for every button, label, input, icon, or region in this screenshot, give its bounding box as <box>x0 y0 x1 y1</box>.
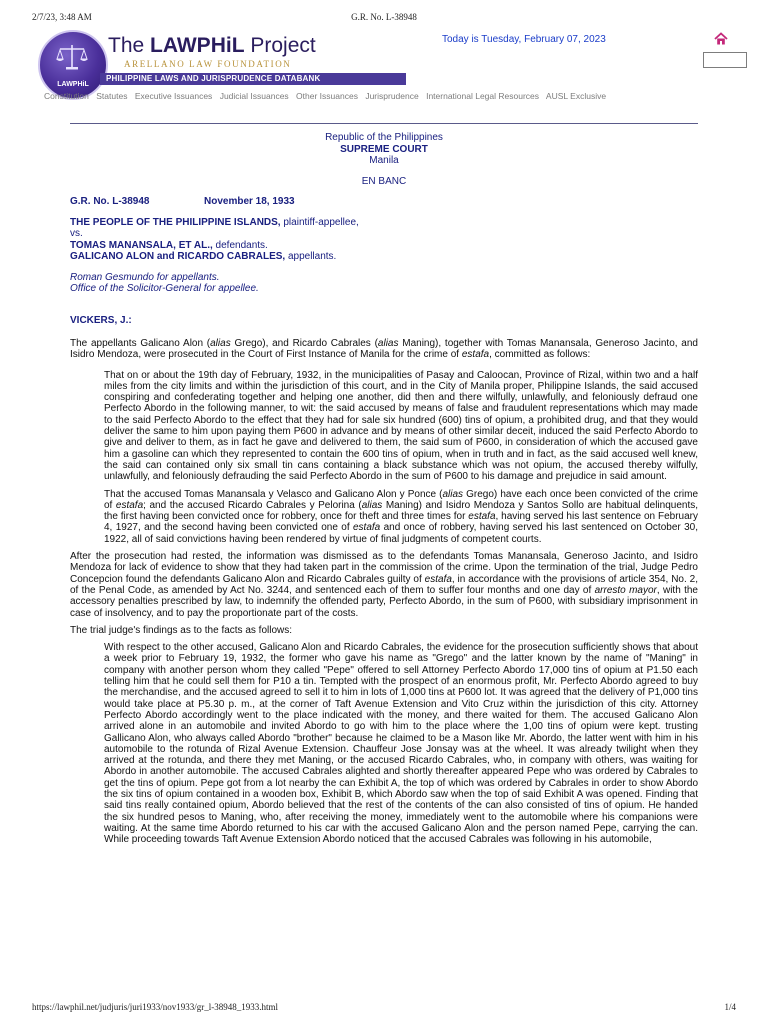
nav-item-international-legal-resources[interactable]: International Legal Resources <box>426 91 540 101</box>
nav-item-constitution[interactable]: Constitution <box>44 91 89 101</box>
print-header <box>32 12 736 26</box>
site-title[interactable] <box>108 34 316 58</box>
court-city: Manila <box>369 155 399 166</box>
print-footer <box>32 1002 736 1016</box>
paragraph-1: The appellants Galicano Alon (alias Grego), and Ricardo Cabrales (alias Maning), together with Tomas Manansala, Generoso Jacinto, and Isidro Mendoza, were prosecuted in the Court of First Instance of Manila for the crime of estafa, committed as follows: <box>70 338 698 361</box>
header-divider <box>70 123 698 124</box>
nav-item-jurisprudence[interactable]: Jurisprudence <box>365 91 419 101</box>
counsel-appellants: Roman Gesmundo for appellants. <box>70 271 220 283</box>
party-appellants: GALICANO ALON and RICARDO CABRALES, appellants. <box>70 251 337 262</box>
information-quote-1: That on or about the 19th day of February, 1932, in the municipalities of Pasay and Caloocan, Province of Rizal, within two and a half miles from the city limits and within the jurisdiction of this court, and in the City of Manila proper, Philippine Islands, the said accused conspiring and confederating together and helping one another, did then and there wilfully, unlawfully, and feloniously defraud one Perfecto Abordo in the following manner, to wit: the said accused by means of false and fraudulent representations which may made to the said Perfecto Abordo to the effect that they had for sale six hundred (600) tins of opium, a prohibited drug, and that they would deliver the same to him upon paying them P600 in advance and by means of other similar deceit, induced the said Perfecto Abordo to give and deliver to them, as in fact he gave and delivered to them, the said sum of P600, in consideration of which the accused gave him a gasoline can which they represented to contain the 600 tins of opium, when in truth and in fact, as the said accused well knew, the said can contained only six small tin cans containing a black substance which was not opium, the accused thereby wilfully, unlawfully, and feloniously defrauding the said Perfecto Abordo in the sum of P600 to his damage and prejudice in said amount. <box>104 369 698 483</box>
decision-body <box>70 132 698 845</box>
search-input[interactable] <box>703 52 747 68</box>
versus: vs. <box>70 228 83 239</box>
print-page-number: 1/4 <box>724 1002 736 1012</box>
paragraph-2: After the prosecution had rested, the information was dismissed as to the defendants Tomas Manansala, Generoso Jacinto, and Isidro Mendoza for lack of evidence to show that they had taken part in the commission of the crime. Upon the termination of the trial, Judge Pedro Concepcion found the defendants Galicano Alon and Ricardo Cabrales guilty of estafa, in accordance with the provisions of article 354, No. 2, of the Penal Code, as amended by Act No. 3244, and sentenced each of them to suffer four months and one day of arresto mayor, with the accessory penalties prescribed by law, to indemnify the offended party, Perfecto Abordo, in the sum of P600, with subsidiary imprisonment in case of insolvency, and to pay the proportionate part of the costs. <box>70 551 698 619</box>
site-title-strong: LAWPHiL <box>150 34 245 57</box>
site-title-prefix: The <box>108 34 151 57</box>
counsel-appellee: Office of the Solicitor-General for appellee. <box>70 283 259 294</box>
home-icon[interactable] <box>714 32 728 46</box>
information-quote-2: That the accused Tomas Manansala y Velasco and Galicano Alon y Ponce (alias Grego) have each once been convicted of the crime of estafa; and the accused Ricardo Cabrales y Pelorina (alias Maning) and Isidro Mendoza y Santos Sollo are habitual delinquents, the first having been convicted once for robbery, once for theft and three times for estafa, having served his last sentence on February 4, 1927, and the second having been convicted one of estafa and once of robbery, having served his last sentenced on October 30, 1922, all of said convictions having been rendered by virtue of final judgments of competent courts. <box>104 488 699 545</box>
lawphil-logo[interactable] <box>38 30 108 100</box>
division: EN BANC <box>361 175 407 187</box>
nav-item-other-issuances[interactable]: Other Issuances <box>296 91 358 101</box>
findings-quote: With respect to the other accused, Galicano Alon and Ricardo Cabrales, the evidence for the prosecution sufficiently shows that about a week prior to February 19, 1932, the former who gave his name as "Grego" and the latter known by the name of "Maning" in company with another person whom they called "Pepe" offered to sell Attorney Perfecto Abordo 17,000 tins of opium at P1.50 each telling him that he could sell them for P10 a tin. Tempted with the prospect of an enormous profit, Mr. Perfecto Abordo agreed to buy the merchandise, and the accused agreed to sell it to him in lots of 1,000 tins at P600 lot. It was agreed that the delivery of P1,000 tins would take place at P5.30 p. m., at the corner of Taft Avenue Extension and Vito Cruz within the jurisdiction of this city. Attorney Perfecto Abordo accordingly went to the place indicated with the money, and there waited for them. The accused Galicano Alon arrived alone in an automobile and invited Abordo to go with him to the place where the 1,00 tins of opium were kept. trusting Gallicano Alon, who always called Abordo "brother" because he claimed to be a Mason like Mr. Abordo, the latter went with him in his automobile to the rotunda of Rizal Avenue Extension. Chauffeur Jose Jonsay was at the wheel. It was already twilight when they arrived at the rotunda, and there they met Maning, or the accused Ricardo Cabrales, who, in company with others, was waiting for Abordo in another automobile. The accused Cabrales alighted and shortly thereafter appeared Pepe who was ordered by Cabrales to get the tins of opium. Pepe got from a lot nearby the can Exhibit A, the top of which was ordered by Cabrales in order to show Abordo the six tins of opium contained in a wooden box, Exhibit B, which Abordo saw when the top of said Exhibit A was opened. Finding that said tins really contained opium, Abordo believed that the rest of the contents of the can also consisted of tins of opium. He handed the six hundred pesos to Maning, who, after receiving the money, immediately went to the automobile where his companions were waiting. At the same time Abordo returned to his car with the accused Galicano Alon and the person named Pepe, carrying the can. While proceeding towards Taft Avenue Extension Abordo noticed that the accused Cabrales was following in his automobile, <box>104 642 698 846</box>
scales-of-justice-icon <box>55 42 89 72</box>
site-subtitle: ARELLANO LAW FOUNDATION <box>124 59 292 69</box>
nav-item-statutes[interactable]: Statutes <box>96 91 128 101</box>
party-plaintiff: THE PEOPLE OF THE PHILIPPINE ISLANDS, plaintiff-appellee, <box>70 216 359 228</box>
main-nav <box>44 91 758 103</box>
nav-item-ausl-exclusive[interactable]: AUSL Exclusive <box>545 91 607 101</box>
decision-date: November 18, 1933 <box>204 196 295 207</box>
party-defendants: TOMAS MANANSALA, ET AL., defendants. <box>70 239 268 251</box>
print-datetime: 2/7/23, 3:48 AM <box>32 12 92 22</box>
nav-item-judicial-issuances[interactable]: Judicial Issuances <box>219 91 289 101</box>
nav-item-executive-issuances[interactable]: Executive Issuances <box>134 91 213 101</box>
case-number-line <box>70 196 698 208</box>
site-banner[interactable] <box>38 28 368 88</box>
court-name: SUPREME COURT <box>340 143 428 155</box>
today-date: Today is Tuesday, February 07, 2023 <box>442 34 606 45</box>
republic-line: Republic of the Philippines <box>325 132 443 143</box>
print-page-title: G.R. No. L-38948 <box>351 12 417 22</box>
print-url[interactable]: https://lawphil.net/judjuris/juri1933/nov1933/gr_l-38948_1933.html <box>32 1002 278 1012</box>
paragraph-3: The trial judge's findings as to the facts as follows: <box>70 624 293 636</box>
site-title-suffix: Project <box>244 34 316 57</box>
site-tagline-bar: PHILIPPINE LAWS AND JURISPRUDENCE DATABANK <box>100 73 406 85</box>
gr-number: G.R. No. L-38948 <box>70 196 150 207</box>
ponente: VICKERS, J.: <box>70 314 132 326</box>
logo-label: LAWPHiL <box>57 81 89 88</box>
